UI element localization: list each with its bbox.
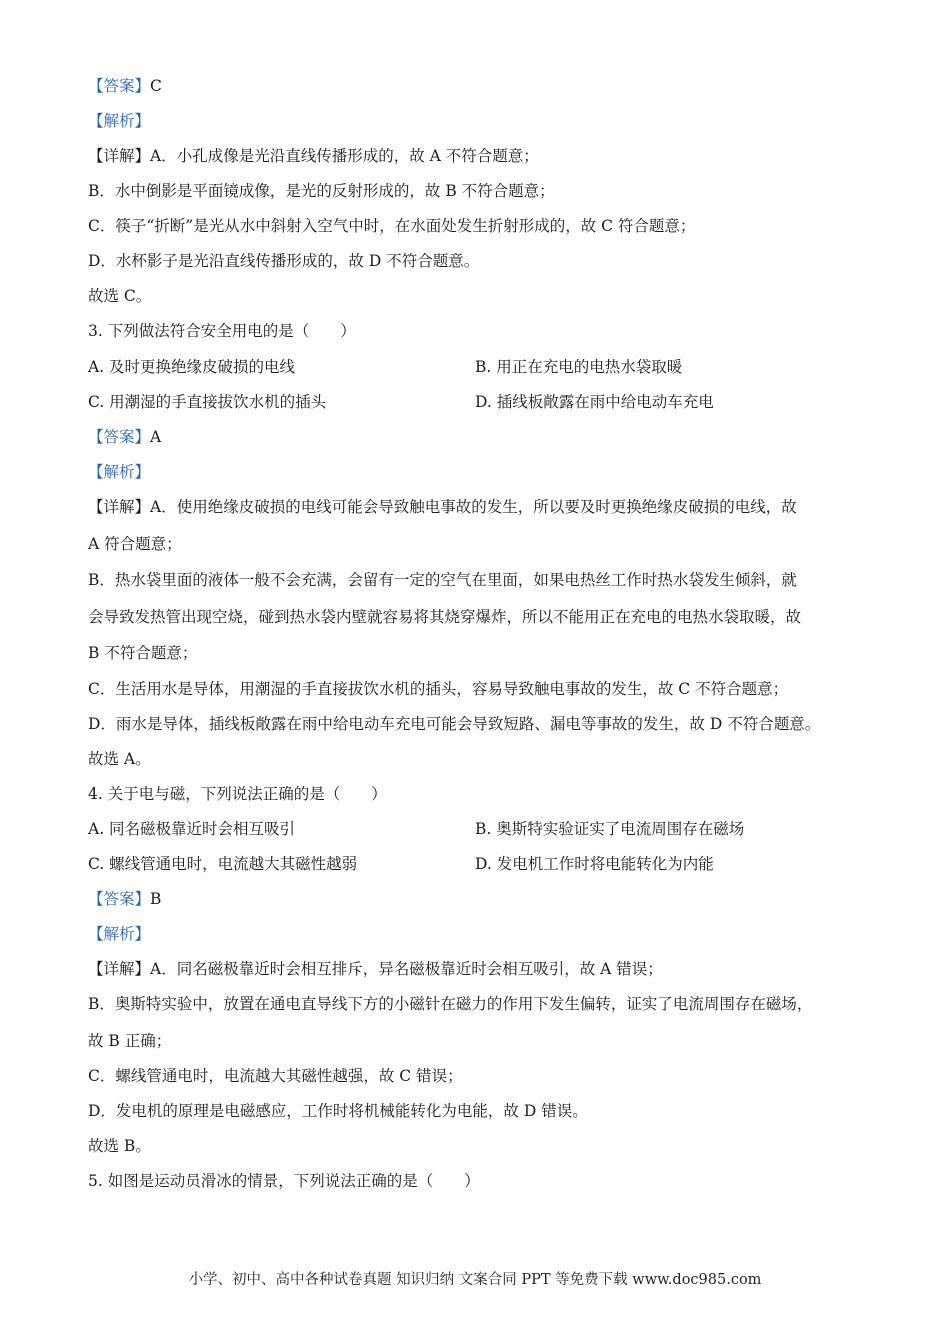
detail-tag: 【详解】 [88,960,151,978]
answer-tag: 【答案】 [88,428,151,446]
analysis-line [88,924,890,944]
answer-tag: 【答案】 [88,77,151,95]
answer-value: A [150,428,162,446]
conclusion-line: 故选 B。 [88,1137,151,1155]
answer-value: C [150,77,162,95]
detail-line: 故 B 正确； [88,1032,172,1050]
detail-line [88,959,890,979]
page-footer: 小学、初中、高中各种试卷真题 知识归纳 文案合同 PPT 等免费下载 www.doc985.com [188,1272,762,1288]
detail-line: B．水中倒影是平面镜成像，是光的反射形成的，故 B 不符合题意； [88,182,555,200]
detail-text: A．同名磁极靠近时会相互排斥，异名磁极靠近时会相互吸引，故 A 错误； [150,960,663,978]
detail-line: C．螺线管通电时，电流越大其磁性越强，故 C 错误； [88,1067,463,1085]
option-a: A. 及时更换绝缘皮破损的电线 [88,358,296,376]
question-stem: 4. 关于电与磁，下列说法正确的是（ ） [88,785,387,803]
analysis-tag: 【解析】 [88,112,151,130]
option-d: D. 插线板敞露在雨中给电动车充电 [475,393,714,411]
option-c: C. 用潮湿的手直接拔饮水机的插头 [88,393,327,411]
option-d: D. 发电机工作时将电能转化为内能 [475,855,714,873]
option-b: B. 奥斯特实验证实了电流周围存在磁场 [475,820,745,838]
detail-text: A．使用绝缘皮破损的电线可能会导致触电事故的发生，所以要及时更换绝缘皮破损的电线，故 [150,498,797,516]
conclusion-line: 故选 A。 [88,750,151,768]
analysis-tag: 【解析】 [88,463,151,481]
analysis-line [88,111,890,131]
detail-line: A 符合题意； [88,535,182,553]
detail-tag: 【详解】 [88,498,151,516]
conclusion-line: 故选 C。 [88,287,152,305]
answer-line [88,76,890,96]
option-b: B. 用正在充电的电热水袋取暖 [475,358,683,376]
detail-line [88,146,890,166]
detail-line: D．水杯影子是光沿直线传播形成的，故 D 不符合题意。 [88,252,480,270]
detail-line: B．奥斯特实验中，放置在通电直导线下方的小磁针在磁力的作用下发生偏转，证实了电流周围存在磁场， [88,995,813,1013]
detail-tag: 【详解】 [88,147,151,165]
answer-line [88,889,890,909]
detail-text: A．小孔成像是光沿直线传播形成的，故 A 不符合题意； [150,147,539,165]
detail-line: B 不符合题意； [88,644,198,662]
detail-line: D．雨水是导体，插线板敞露在雨中给电动车充电可能会导致短路、漏电等事故的发生，故 D 不符合题意。 [88,715,821,733]
detail-line: 会导致发热管出现空烧，碰到热水袋内壁就容易将其烧穿爆炸，所以不能用正在充电的电热水袋取暖，故 [88,608,802,626]
question-stem: 5. 如图是运动员滑冰的情景，下列说法正确的是（ ） [88,1172,480,1190]
detail-line [88,497,890,517]
answer-line [88,427,890,447]
answer-value: B [150,890,162,908]
detail-line: B．热水袋里面的液体一般不会充满，会留有一定的空气在里面，如果电热丝工作时热水袋发生倾斜，就 [88,571,797,589]
question-stem: 3. 下列做法符合安全用电的是（ ） [88,322,356,340]
detail-line: C．筷子“折断”是光从水中斜射入空气中时，在水面处发生折射形成的，故 C 符合题意； [88,217,696,235]
analysis-line [88,462,890,482]
option-c: C. 螺线管通电时，电流越大其磁性越弱 [88,855,358,873]
answer-tag: 【答案】 [88,890,151,908]
option-a: A. 同名磁极靠近时会相互吸引 [88,820,296,838]
detail-line: D．发电机的原理是电磁感应，工作时将机械能转化为电能，故 D 错误。 [88,1102,588,1120]
analysis-tag: 【解析】 [88,925,151,943]
detail-line: C．生活用水是导体，用潮湿的手直接拔饮水机的插头，容易导致触电事故的发生，故 C 不符合题意； [88,680,789,698]
